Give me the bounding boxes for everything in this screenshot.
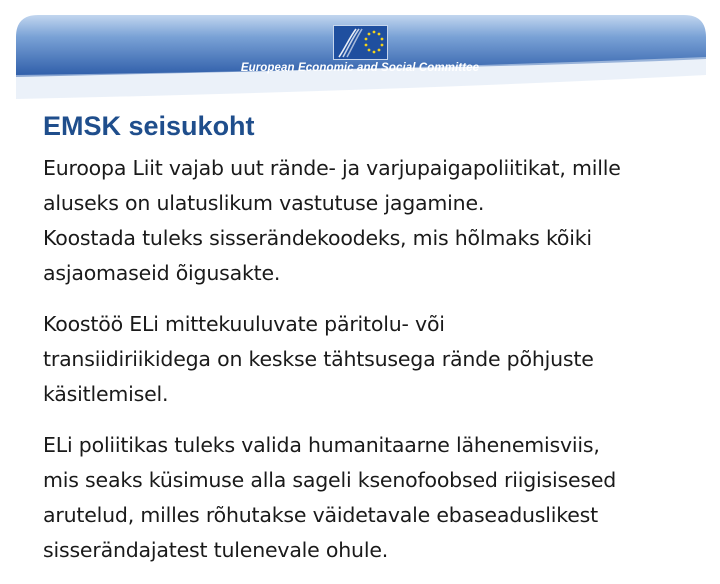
eesc-logo-icon bbox=[333, 25, 388, 60]
paragraph-1 bbox=[43, 151, 703, 291]
slide-title: EMSK seisukoht bbox=[43, 111, 255, 141]
organization-name: European Economic and Social Committee bbox=[240, 62, 480, 74]
paragraph-3 bbox=[43, 428, 703, 568]
body-line: Koostada tuleks sisserändekoodeks, mis hõlmaks kõiki bbox=[43, 226, 592, 250]
body-line: ELi poliitikas tuleks valida humanitaarne lähenemisviis, bbox=[43, 433, 600, 457]
slide-body bbox=[43, 151, 703, 584]
body-line: transiidiriikidega on keskse tähtsusega rände põhjuste bbox=[43, 347, 594, 371]
paragraph-2 bbox=[43, 307, 703, 412]
body-line: aluseks on ulatuslikum vastutuse jagamine. bbox=[43, 191, 485, 215]
body-line: Euroopa Liit vajab uut rände- ja varjupaigapoliitikat, mille bbox=[43, 156, 621, 180]
body-line: Koostöö ELi mittekuuluvate päritolu- või bbox=[43, 312, 445, 336]
body-line: arutelud, milles rõhutakse väidetavale ebaseaduslikest bbox=[43, 503, 598, 527]
body-line: asjaomaseid õigusakte. bbox=[43, 261, 281, 285]
body-line: käsitlemisel. bbox=[43, 382, 169, 406]
body-line: mis seaks küsimuse alla sageli ksenofoobsed riigisisesed bbox=[43, 468, 617, 492]
body-line: sisserändajatest tulenevale ohule. bbox=[43, 538, 389, 562]
